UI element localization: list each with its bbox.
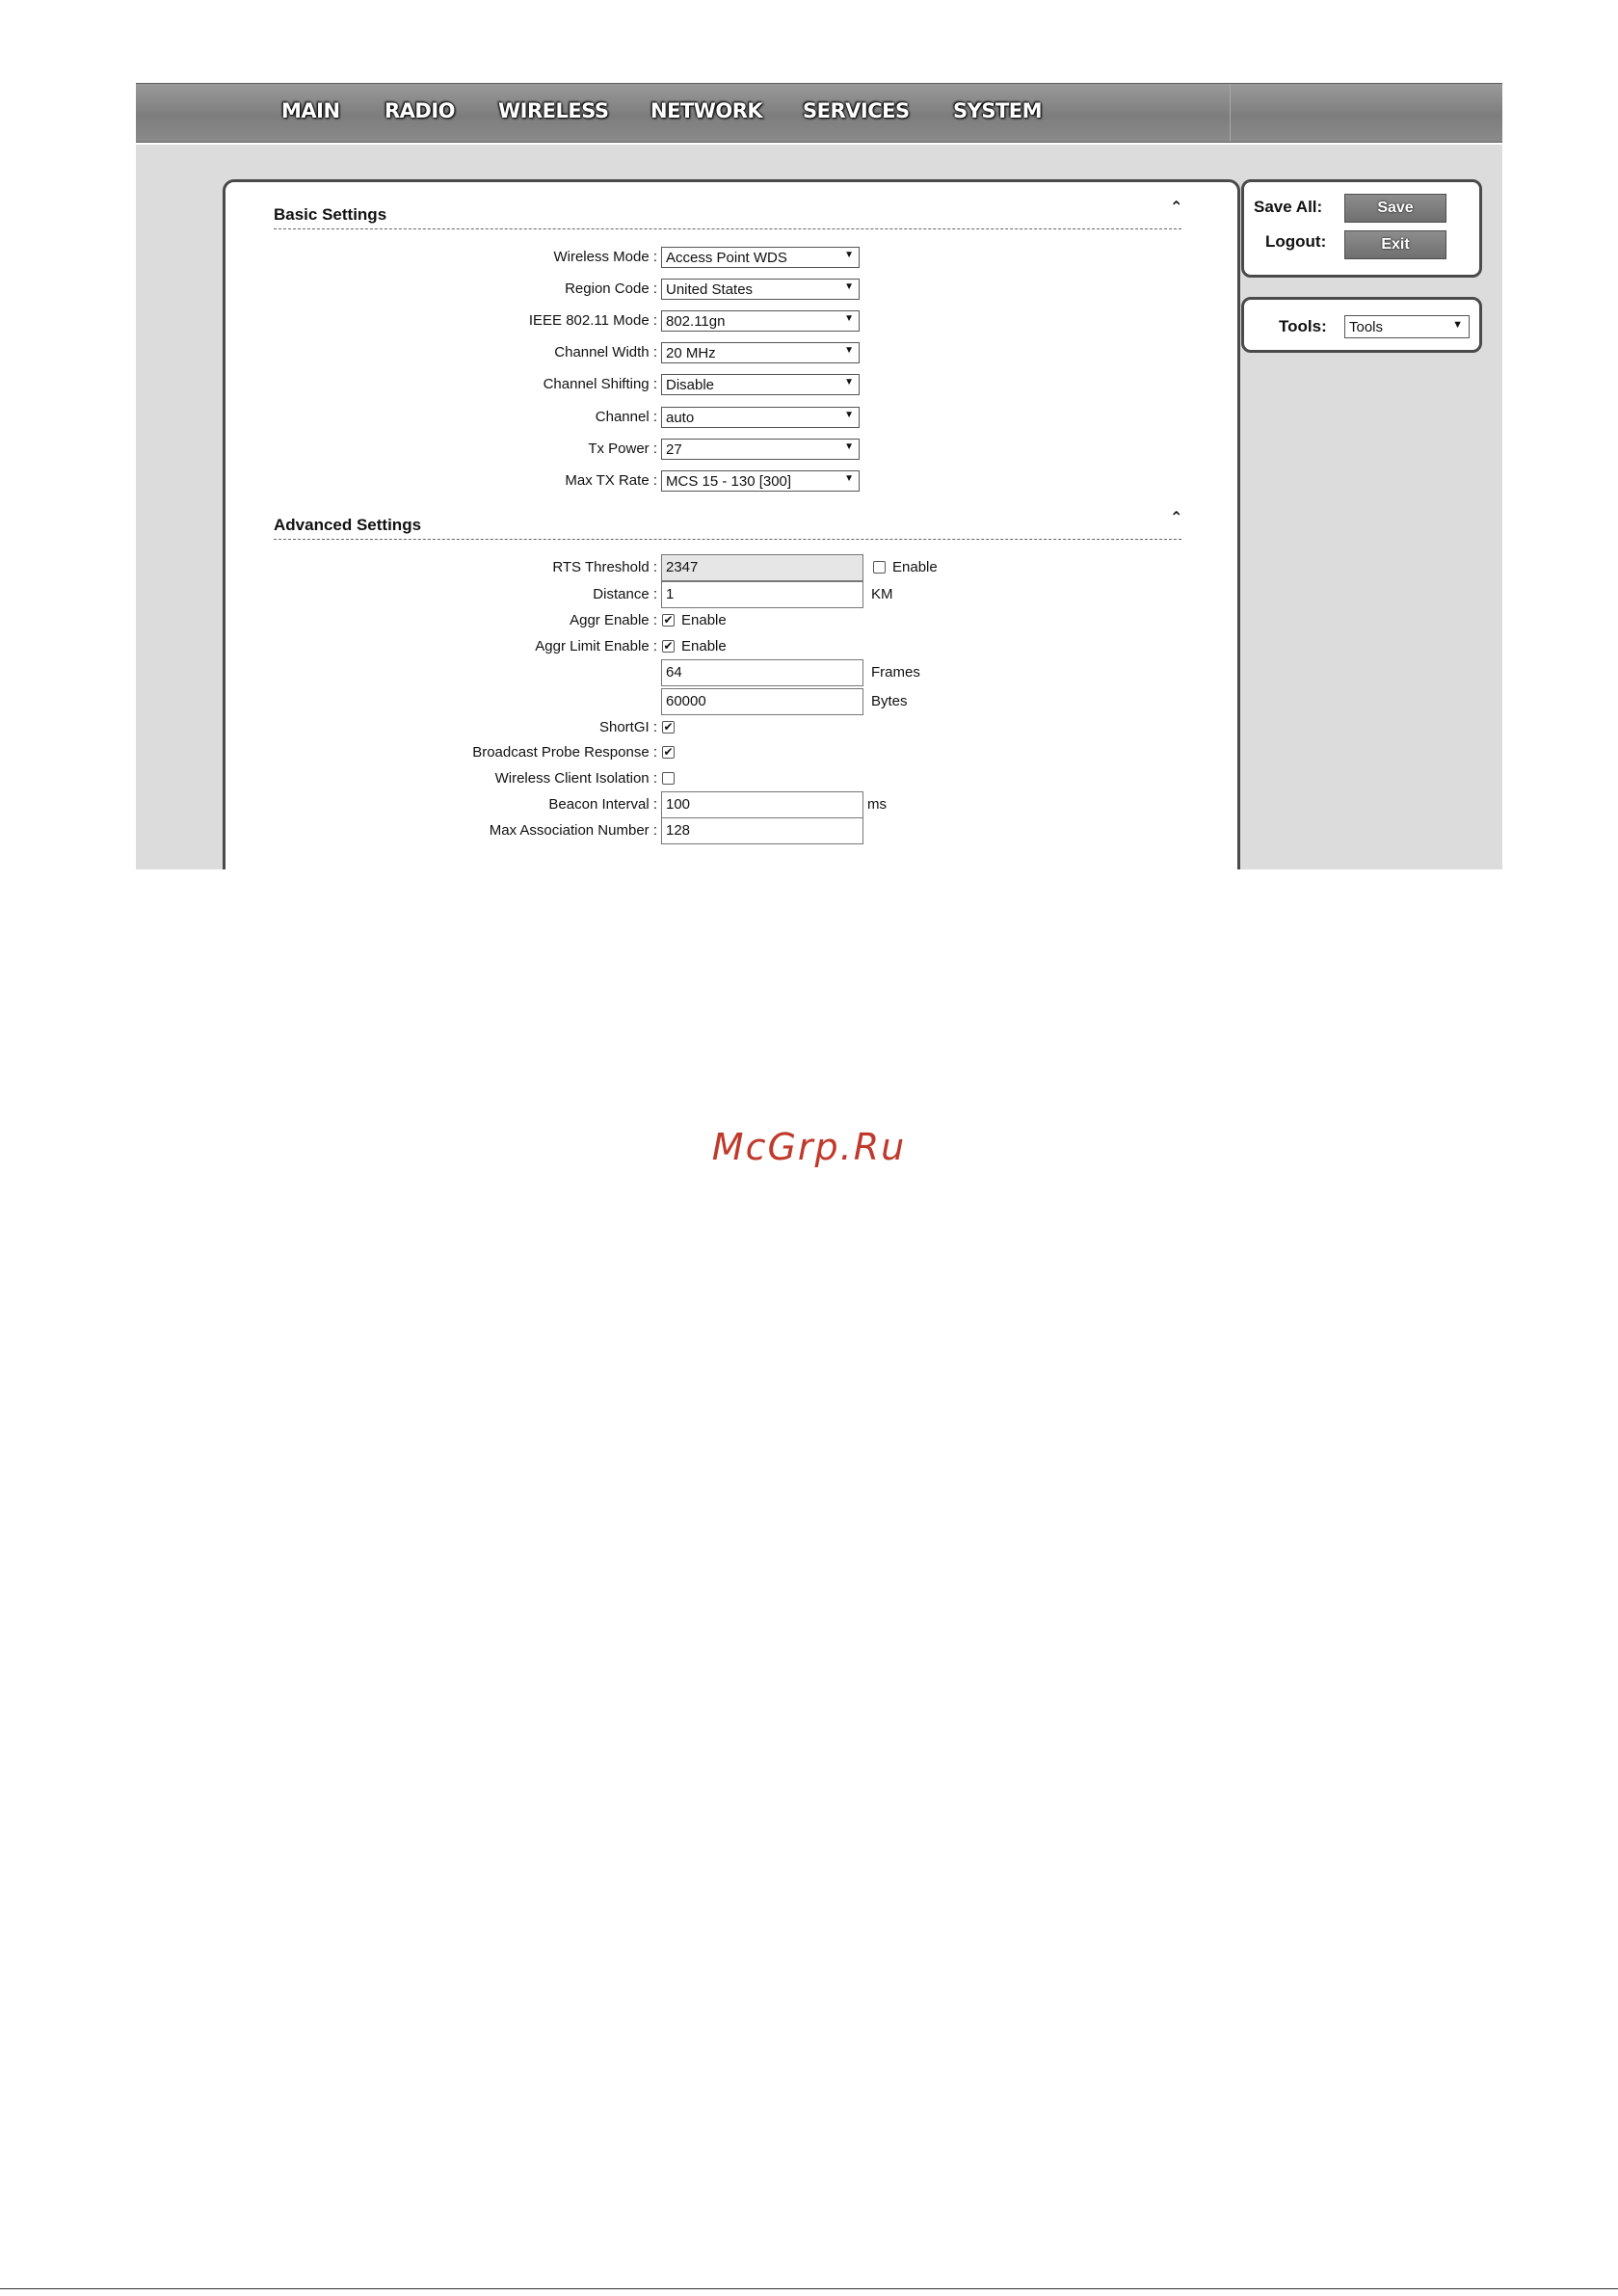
beacon-interval-input[interactable]: 100 xyxy=(661,791,863,818)
channel-label: Channel : xyxy=(595,409,657,425)
distance-label: Distance : xyxy=(593,586,657,602)
channel-width-value: 20 MHz xyxy=(666,345,716,361)
tools-panel xyxy=(1241,297,1482,353)
nav-radio[interactable]: RADIO xyxy=(385,99,456,122)
aggr-limit-text: Enable xyxy=(681,638,727,654)
checkmark-icon: ✔ xyxy=(663,639,674,653)
chevron-up-icon[interactable]: ⌃ xyxy=(1170,508,1183,526)
watermark-text: McGrp.Ru xyxy=(711,1126,907,1168)
client-isolation-label: Wireless Client Isolation : xyxy=(494,770,657,787)
short-gi-checkbox[interactable] xyxy=(662,721,675,734)
channel-width-label: Channel Width : xyxy=(554,344,657,360)
checkmark-icon: ✔ xyxy=(663,613,674,627)
region-code-label: Region Code : xyxy=(565,280,657,297)
page-bottom-rule xyxy=(0,2288,1618,2289)
aggr-enable-label: Aggr Enable : xyxy=(570,612,657,628)
exit-button[interactable]: Exit xyxy=(1344,230,1446,259)
wireless-mode-label: Wireless Mode : xyxy=(553,249,657,265)
nav-network[interactable]: NETWORK xyxy=(650,99,763,122)
max-tx-rate-select[interactable] xyxy=(661,470,860,492)
section-divider xyxy=(274,539,1181,540)
aggr-limit-label: Aggr Limit Enable : xyxy=(535,638,657,654)
short-gi-label: ShortGI : xyxy=(598,719,657,735)
max-association-label: Max Association Number : xyxy=(489,822,657,839)
advanced-settings-title: Advanced Settings xyxy=(274,516,422,534)
channel-shifting-select[interactable] xyxy=(661,374,860,395)
top-nav-bar xyxy=(136,83,1502,143)
client-isolation-checkbox[interactable] xyxy=(662,772,675,785)
aggr-bytes-input[interactable]: 60000 xyxy=(661,688,863,715)
triangle-down-icon: ▼ xyxy=(844,281,854,292)
region-code-select[interactable] xyxy=(661,279,860,300)
tools-select-value: Tools xyxy=(1349,319,1384,335)
max-tx-rate-label: Max TX Rate : xyxy=(565,472,657,489)
tx-power-label: Tx Power : xyxy=(588,441,657,457)
broadcast-probe-checkbox[interactable] xyxy=(662,746,675,759)
save-logout-panel xyxy=(1241,179,1482,278)
ieee-mode-select[interactable] xyxy=(661,310,860,332)
nav-wireless[interactable]: WIRELESS xyxy=(498,99,609,122)
triangle-down-icon: ▼ xyxy=(844,313,854,324)
workspace xyxy=(136,145,1502,869)
basic-settings-title: Basic Settings xyxy=(274,205,387,224)
triangle-down-icon: ▼ xyxy=(844,345,854,356)
ieee-mode-label: IEEE 802.11 Mode : xyxy=(528,312,657,329)
checkmark-icon: ✔ xyxy=(663,720,674,734)
tx-power-select[interactable] xyxy=(661,439,860,460)
max-association-input[interactable]: 128 xyxy=(661,817,863,844)
frames-unit: Frames xyxy=(871,664,920,681)
checkmark-icon: ✔ xyxy=(663,745,674,759)
save-all-label: Save All: xyxy=(1254,198,1323,216)
beacon-unit: ms xyxy=(867,796,887,813)
bytes-unit: Bytes xyxy=(871,693,908,709)
nav-main[interactable]: MAIN xyxy=(281,99,340,122)
channel-value: auto xyxy=(666,410,695,426)
triangle-down-icon: ▼ xyxy=(844,473,854,484)
distance-input[interactable]: 1 xyxy=(661,581,863,608)
triangle-down-icon: ▼ xyxy=(1452,319,1463,331)
wireless-settings-panel xyxy=(223,179,1240,869)
triangle-down-icon: ▼ xyxy=(844,410,854,420)
triangle-down-icon: ▼ xyxy=(844,441,854,452)
chevron-up-icon[interactable]: ⌃ xyxy=(1170,198,1183,216)
triangle-down-icon: ▼ xyxy=(844,250,854,260)
wireless-mode-value: Access Point WDS xyxy=(666,250,787,266)
distance-unit: KM xyxy=(871,586,893,602)
channel-select[interactable] xyxy=(661,407,860,428)
broadcast-probe-label: Broadcast Probe Response : xyxy=(472,744,657,761)
tx-power-value: 27 xyxy=(666,441,682,458)
rts-threshold-input[interactable]: 2347 xyxy=(661,554,863,581)
nav-divider xyxy=(1230,84,1231,142)
tools-select[interactable] xyxy=(1344,315,1470,338)
ieee-mode-value: 802.11gn xyxy=(666,313,726,330)
max-tx-rate-value: MCS 15 - 130 [300] xyxy=(666,473,792,490)
logout-label: Logout: xyxy=(1265,232,1327,251)
rts-enable-checkbox[interactable] xyxy=(873,561,886,574)
channel-shifting-value: Disable xyxy=(666,377,715,393)
save-button[interactable]: Save xyxy=(1344,194,1446,223)
channel-width-select[interactable] xyxy=(661,342,860,363)
wireless-mode-select[interactable] xyxy=(661,247,860,268)
aggr-enable-checkbox[interactable] xyxy=(662,614,675,627)
beacon-interval-label: Beacon Interval : xyxy=(548,796,657,813)
section-divider xyxy=(274,228,1181,229)
region-code-value: United States xyxy=(666,281,754,298)
channel-shifting-label: Channel Shifting : xyxy=(543,376,657,392)
nav-system[interactable]: SYSTEM xyxy=(953,99,1043,122)
triangle-down-icon: ▼ xyxy=(844,377,854,387)
aggr-enable-text: Enable xyxy=(681,612,727,628)
tools-label: Tools: xyxy=(1279,317,1327,335)
aggr-limit-checkbox[interactable] xyxy=(662,640,675,653)
rts-threshold-label: RTS Threshold : xyxy=(552,559,657,575)
nav-services[interactable]: SERVICES xyxy=(803,99,910,122)
aggr-frames-input[interactable]: 64 xyxy=(661,659,863,686)
rts-enable-label: Enable xyxy=(892,559,938,575)
